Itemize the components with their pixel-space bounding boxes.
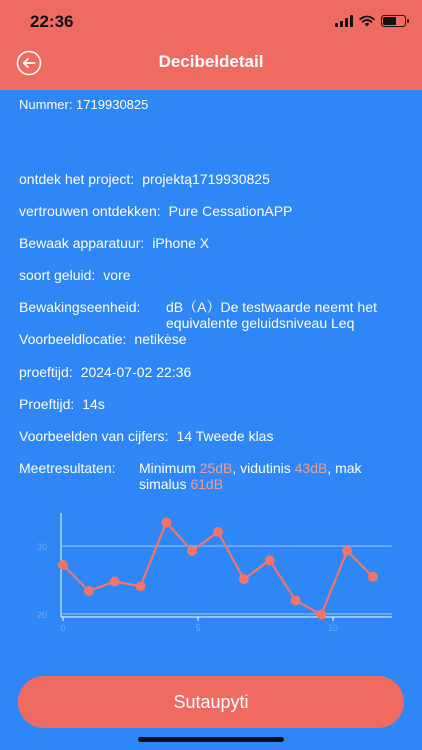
data-point bbox=[110, 577, 120, 587]
data-point bbox=[136, 581, 146, 591]
unit-value: dB（A）De testwaarde neemt het equivalente geluidsniveau Leq bbox=[166, 299, 377, 331]
sound-type-row bbox=[19, 267, 131, 283]
project-value: projektą1719930825 bbox=[142, 171, 270, 187]
wifi-icon bbox=[359, 15, 375, 27]
record-number: Nummer: 1719930825 bbox=[19, 97, 149, 112]
data-point bbox=[316, 610, 326, 620]
data-point bbox=[187, 546, 197, 556]
results-min-prefix: Minimum bbox=[139, 460, 196, 476]
data-point bbox=[239, 574, 249, 584]
page-title: Decibeldetail bbox=[158, 52, 264, 71]
decibel-line-chart bbox=[20, 505, 400, 640]
y-tick-label: 20 bbox=[36, 610, 48, 620]
duration-label: Proeftijd: bbox=[19, 396, 75, 412]
x-tick-label: 0 bbox=[60, 623, 66, 633]
x-tick-label: 10 bbox=[327, 623, 339, 633]
samples-label: Voorbeelden van cijfers: bbox=[19, 428, 169, 444]
data-point bbox=[84, 586, 94, 596]
data-point bbox=[291, 595, 301, 605]
save-button[interactable]: Sutaupyti bbox=[18, 676, 404, 728]
data-point bbox=[342, 546, 352, 556]
unit-label: Bewakingseenheid: bbox=[19, 299, 141, 315]
location-value: netikėse bbox=[134, 331, 187, 347]
status-time: 22:36 bbox=[30, 12, 74, 31]
trust-row bbox=[19, 203, 292, 219]
test-time-value: 2024-07-02 22:36 bbox=[80, 364, 192, 380]
results-label: Meetresultaten: bbox=[19, 460, 116, 476]
device-label: Bewaak apparatuur: bbox=[19, 235, 145, 251]
y-tick-label: 30 bbox=[36, 542, 48, 552]
results-avg: 43dB bbox=[294, 460, 328, 476]
test-time-row bbox=[19, 364, 191, 380]
device-value: iPhone X bbox=[152, 235, 210, 251]
samples-row bbox=[19, 428, 273, 444]
duration-row bbox=[19, 396, 105, 412]
x-tick-label: 5 bbox=[195, 623, 201, 633]
data-point bbox=[161, 517, 171, 527]
data-point bbox=[368, 572, 378, 582]
results-value bbox=[139, 460, 405, 492]
battery-icon bbox=[381, 15, 406, 27]
data-point bbox=[265, 555, 275, 565]
project-row bbox=[19, 171, 270, 187]
duration-value: 14s bbox=[82, 396, 105, 412]
project-label: ontdek het project: bbox=[19, 171, 135, 187]
data-point bbox=[58, 560, 68, 570]
results-max: 61dB bbox=[190, 476, 224, 492]
samples-value: 14 Tweede klas bbox=[176, 428, 274, 444]
location-row bbox=[19, 331, 187, 347]
results-min: 25dB bbox=[199, 460, 233, 476]
trust-label: vertrouwen ontdekken: bbox=[19, 203, 161, 219]
location-label: Voorbeeldlocatie: bbox=[19, 331, 127, 347]
home-indicator bbox=[138, 737, 284, 742]
cellular-signal-icon bbox=[335, 15, 353, 27]
device-row bbox=[19, 235, 209, 251]
data-point bbox=[213, 527, 223, 537]
sound-type-label: soort geluid: bbox=[19, 267, 96, 283]
trust-value: Pure CessationAPP bbox=[168, 203, 293, 219]
results-avg-prefix: , vidutinis bbox=[232, 460, 291, 476]
sound-type-value: vore bbox=[103, 267, 131, 283]
status-bar bbox=[0, 0, 422, 44]
test-time-label: proeftijd: bbox=[19, 364, 73, 380]
status-icons bbox=[335, 14, 406, 28]
results-max-prefix: , mak simalus bbox=[139, 460, 362, 492]
